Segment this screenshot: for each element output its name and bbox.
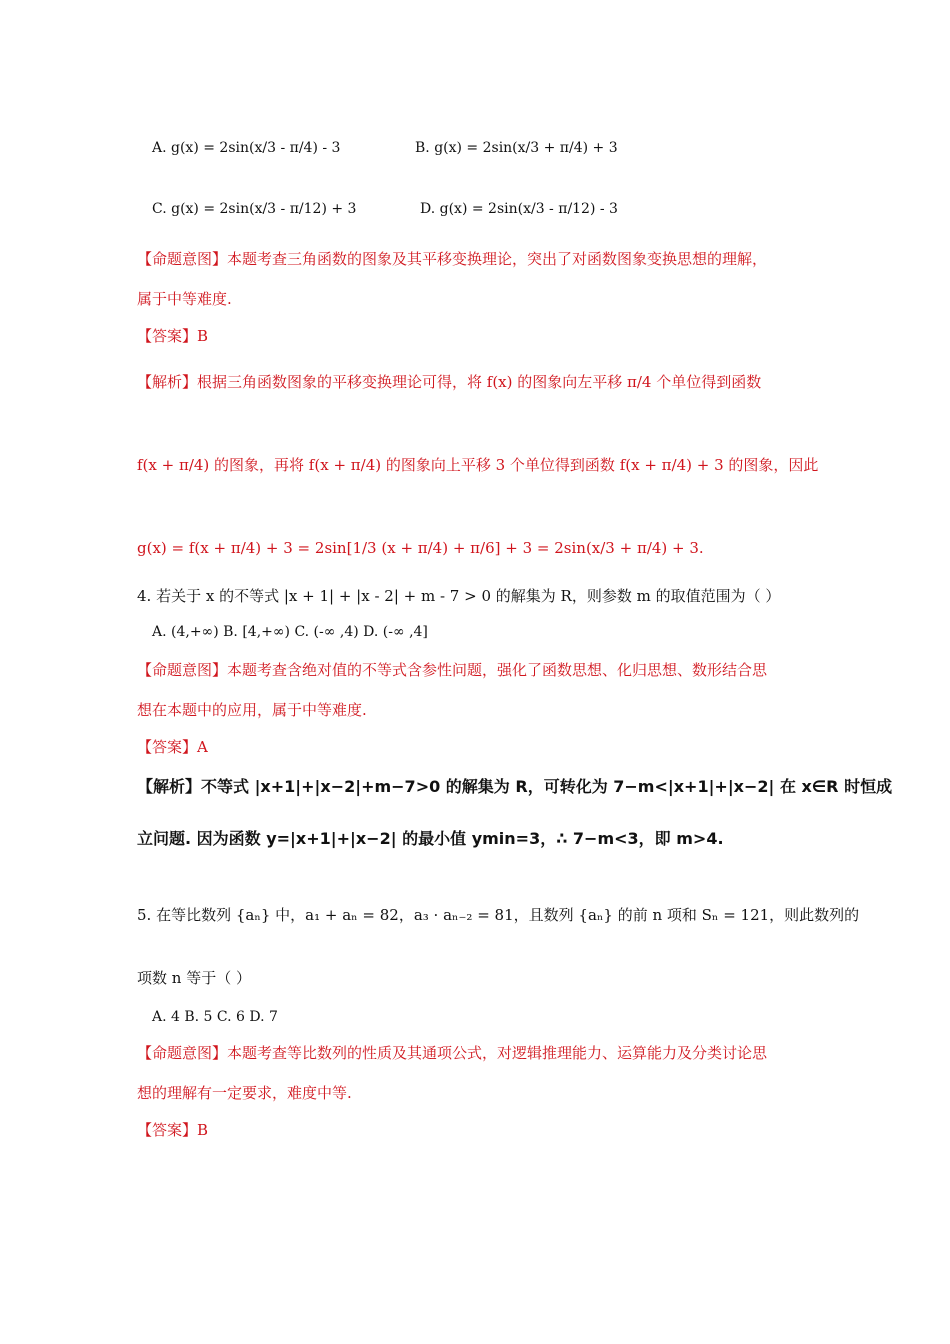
q3-analysis-line2: f(x + π/4) 的图象，再将 f(x + π/4) 的图象向上平移 3 个单位得到函数 f(x + π/4) + 3 的图象，因此	[137, 456, 819, 474]
q5-stem-line2: 项数 n 等于（ ）	[137, 969, 251, 987]
q3-analysis-line1: 【解析】根据三角函数图象的平移变换理论可得，将 f(x) 的图象向左平移 π/4 个单位得到函数	[137, 373, 762, 391]
q3-option-d: D. g(x) = 2sin(x/3 - π/12) - 3	[420, 201, 618, 217]
q5-intent-line1: 【命题意图】本题考查等比数列的性质及其通项公式，对逻辑推理能力、运算能力及分类讨论思	[137, 1044, 768, 1062]
q5-options: A. 4 B. 5 C. 6 D. 7	[152, 1009, 278, 1025]
q5-stem-line1: 5. 在等比数列 {aₙ} 中，a₁ + aₙ = 82，a₃ · aₙ₋₂ = 81，且数列 {aₙ} 的前 n 项和 Sₙ = 121，则此数列的	[137, 906, 860, 924]
q4-intent-line1: 【命题意图】本题考查含绝对值的不等式含参性问题，强化了函数思想、化归思想、数形结合思	[137, 661, 768, 679]
q3-analysis-line3: g(x) = f(x + π/4) + 3 = 2sin[1/3 (x + π/4) + π/6] + 3 = 2sin(x/3 + π/4) + 3.	[137, 539, 704, 557]
q5-answer: 【答案】B	[137, 1121, 209, 1139]
q5-intent-line2: 想的理解有一定要求，难度中等.	[137, 1084, 352, 1102]
q4-answer: 【答案】A	[137, 738, 208, 756]
q3-option-c: C. g(x) = 2sin(x/3 - π/12) + 3	[152, 201, 357, 217]
q4-intent-line2: 想在本题中的应用，属于中等难度.	[137, 701, 367, 719]
q3-answer: 【答案】B	[137, 327, 209, 345]
q3-option-a: A. g(x) = 2sin(x/3 - π/4) - 3	[152, 140, 341, 156]
q4-options: A. (4,+∞) B. [4,+∞) C. (-∞ ,4) D. (-∞ ,4]	[152, 624, 428, 640]
q4-stem: 4. 若关于 x 的不等式 |x + 1| + |x - 2| + m - 7 > 0 的解集为 R，则参数 m 的取值范围为（ ）	[137, 587, 781, 605]
q4-analysis-line1: 【解析】不等式 |x+1|+|x−2|+m−7>0 的解集为 R，可转化为 7−m<|x+1|+|x−2| 在 x∈R 时恒成	[137, 777, 893, 796]
q3-intent-line1: 【命题意图】本题考查三角函数的图象及其平移变换理论，突出了对函数图象变换思想的理解，	[137, 250, 768, 268]
q4-analysis-line2: 立问题. 因为函数 y=|x+1|+|x−2| 的最小值 ymin=3，∴ 7−m<3，即 m>4.	[137, 829, 724, 848]
q3-intent-line2: 属于中等难度.	[137, 290, 232, 308]
q3-option-b: B. g(x) = 2sin(x/3 + π/4) + 3	[415, 140, 618, 156]
